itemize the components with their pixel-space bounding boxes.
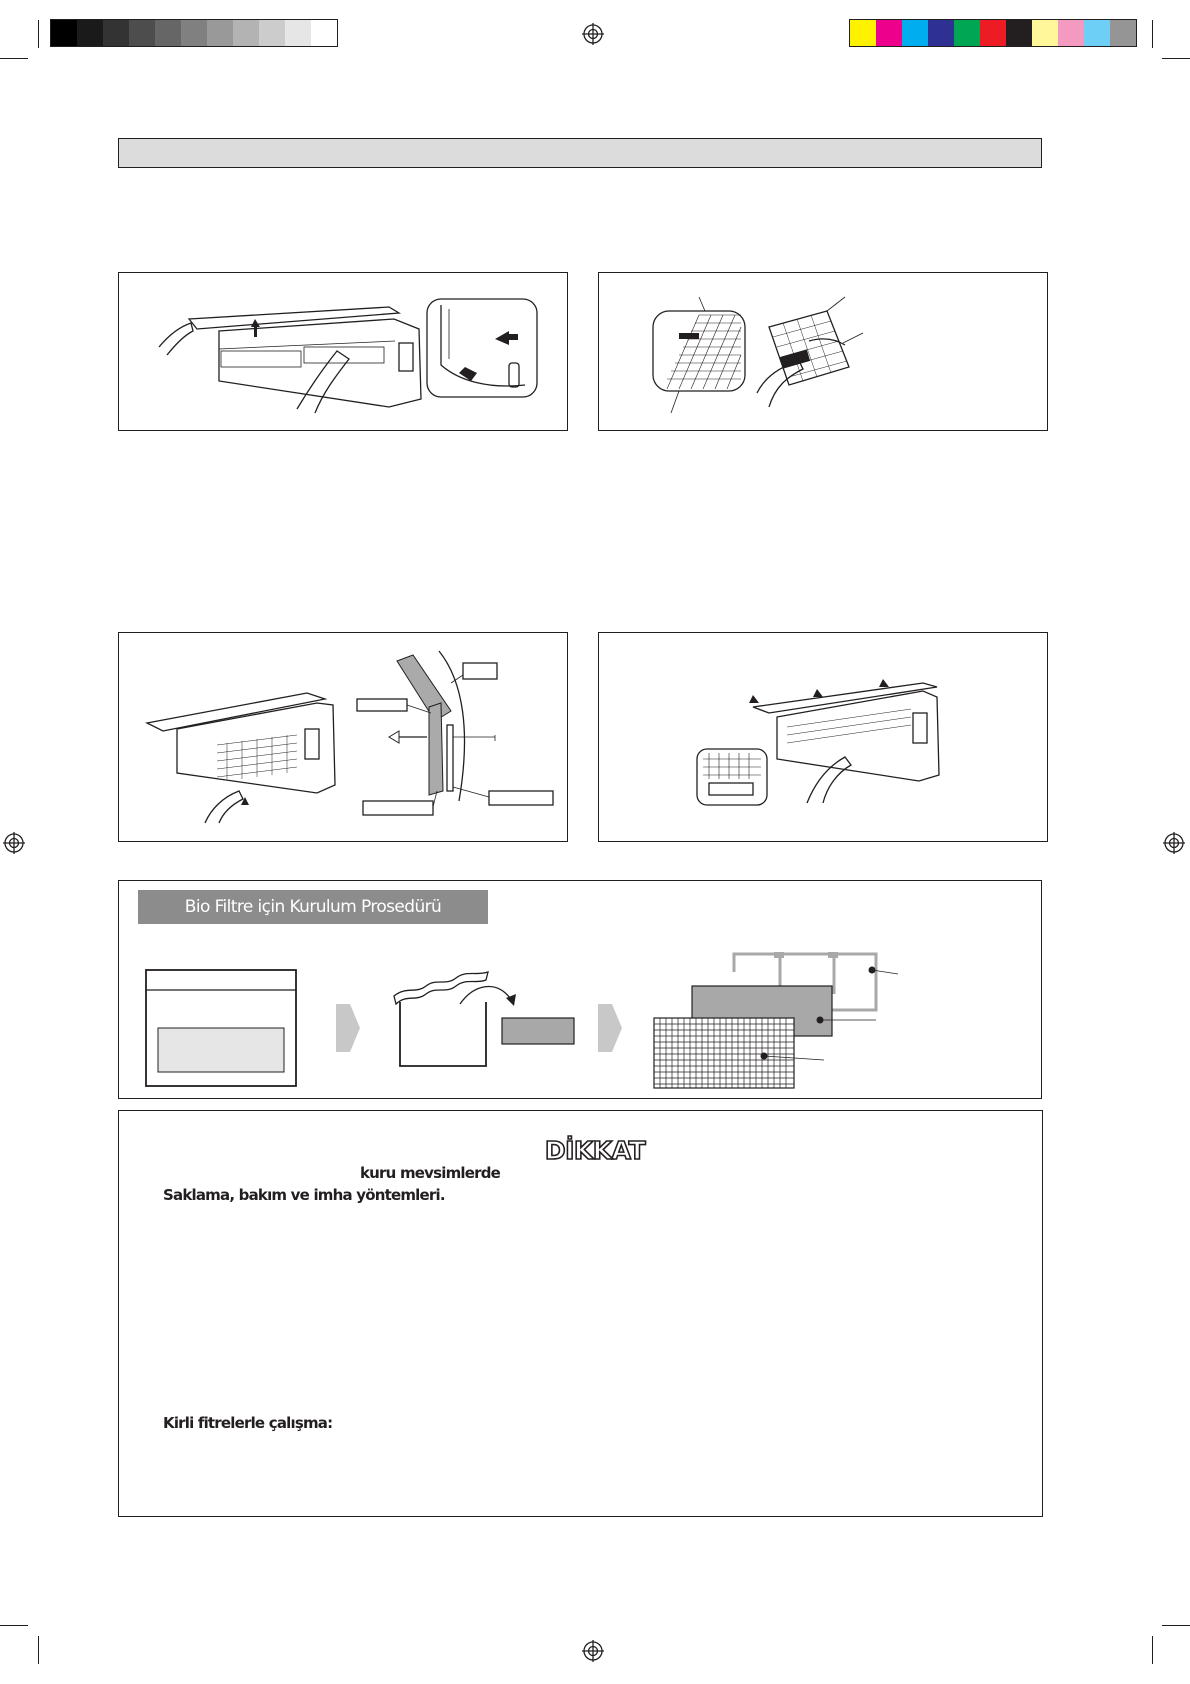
gray-swatch (285, 20, 311, 46)
gray-swatch (77, 20, 103, 46)
registration-target-icon (582, 1640, 604, 1662)
gray-swatch (103, 20, 129, 46)
gray-swatch (129, 20, 155, 46)
dry-seasons-text: kuru mevsimlerde (360, 1164, 501, 1182)
crop-mark (38, 20, 39, 48)
crop-mark (0, 58, 28, 59)
registration-target-icon (582, 23, 604, 45)
registration-target-icon (1163, 832, 1185, 854)
process-color-bar (849, 19, 1137, 47)
crop-mark (1152, 20, 1153, 48)
filter-cross-section-diagram (359, 651, 559, 831)
crop-mark (1162, 58, 1190, 59)
gray-swatch (259, 20, 285, 46)
gray-swatch (51, 20, 77, 46)
color-swatch (1006, 20, 1032, 46)
color-swatch (1110, 20, 1136, 46)
color-swatch (928, 20, 954, 46)
gray-swatch (207, 20, 233, 46)
figure-open-front-panel (118, 272, 568, 431)
color-swatch (1058, 20, 1084, 46)
gray-swatch (155, 20, 181, 46)
caution-box (118, 1110, 1043, 1517)
color-swatch (1032, 20, 1058, 46)
bio-filter-steps-illustration (140, 940, 940, 1090)
section-header-bar (118, 138, 1042, 168)
color-swatch (980, 20, 1006, 46)
dirty-filters-heading: Kirli fitrelerle çalışma: (163, 1414, 333, 1432)
air-filter-removal-illustration (649, 297, 869, 417)
crop-mark (38, 1636, 39, 1664)
filter-insertion-illustration (147, 693, 357, 823)
grayscale-color-bar (50, 19, 338, 47)
figure-remove-air-filter (598, 272, 1048, 431)
crop-mark (1162, 1625, 1190, 1626)
bio-filter-procedure-title: Bio Filtre için Kurulum Prosedürü (138, 890, 488, 924)
registration-target-icon (3, 832, 25, 854)
figure-close-front-panel (598, 632, 1048, 842)
crop-mark (1152, 1636, 1153, 1664)
crop-mark (0, 1625, 28, 1626)
gray-swatch (181, 20, 207, 46)
color-swatch (954, 20, 980, 46)
gray-swatch (311, 20, 337, 46)
color-swatch (850, 20, 876, 46)
color-swatch (902, 20, 928, 46)
gray-swatch (233, 20, 259, 46)
color-swatch (1084, 20, 1110, 46)
indoor-unit-open-panel-illustration (159, 289, 559, 419)
caution-heading: DİKKAT (544, 1136, 646, 1165)
color-swatch (876, 20, 902, 46)
indoor-unit-close-panel-illustration (697, 673, 947, 803)
figure-install-filter-section (118, 632, 568, 842)
storage-maintenance-heading: Saklama, bakım ve imha yöntemleri. (163, 1186, 445, 1204)
